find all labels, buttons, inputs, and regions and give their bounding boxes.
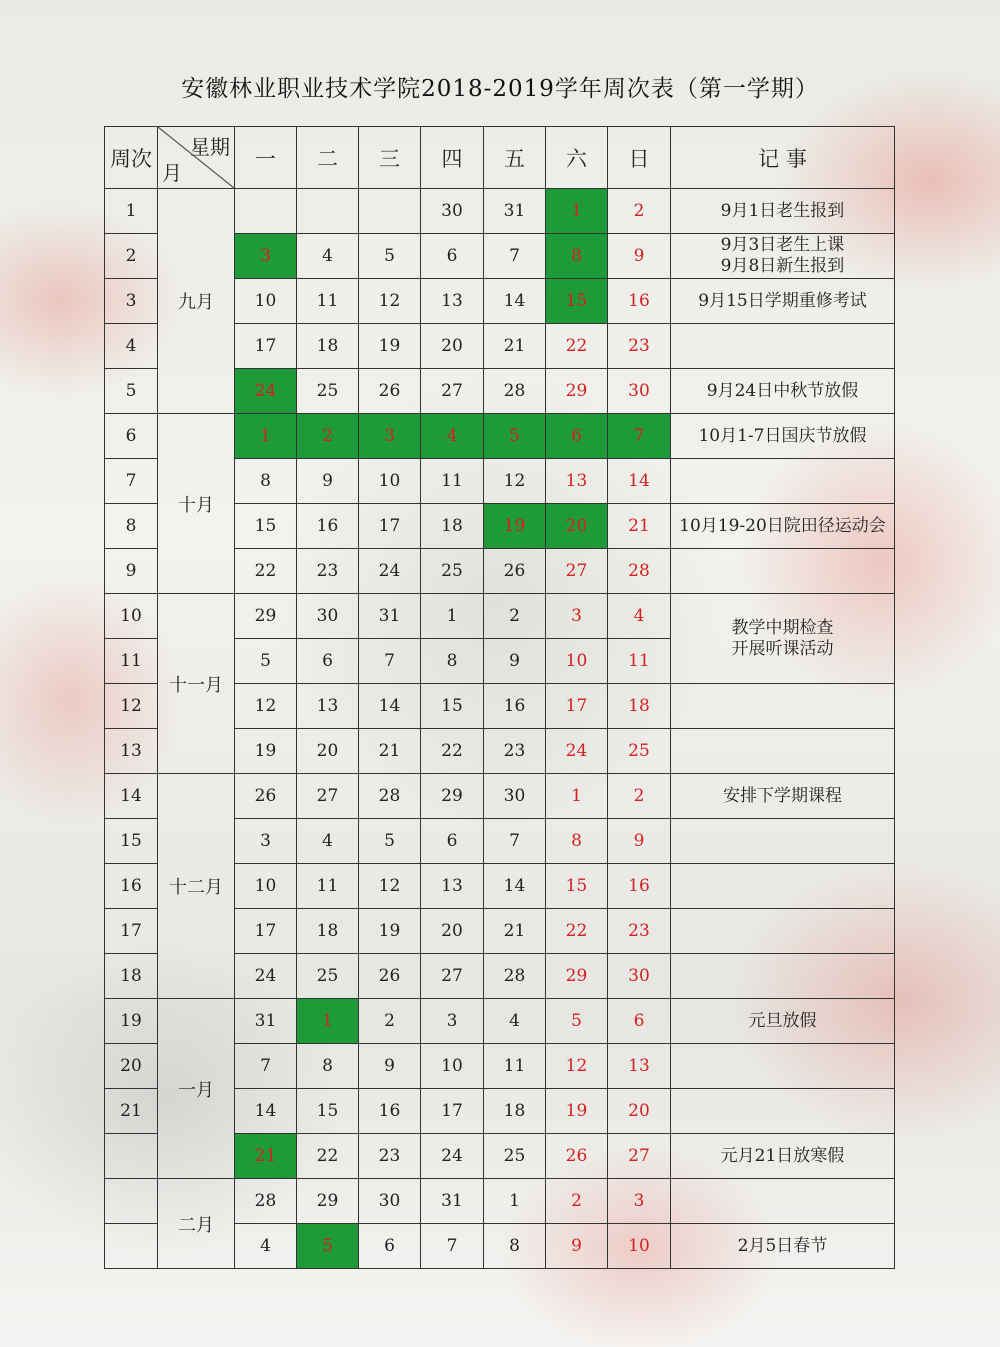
week-number: 7 — [105, 459, 158, 504]
day-cell-wed: 5 — [359, 819, 421, 864]
week-number: 6 — [105, 414, 158, 459]
note-cell — [671, 819, 895, 864]
day-cell-fri: 2 — [484, 594, 546, 639]
day-cell-sat: 26 — [546, 1134, 608, 1179]
week-number: 3 — [105, 279, 158, 324]
day-cell-mon: 12 — [235, 684, 297, 729]
day-cell-tue: 15 — [297, 1089, 359, 1134]
day-cell-tue: 2 — [297, 414, 359, 459]
header-day-mon: 一 — [235, 127, 297, 189]
day-cell-tue: 11 — [297, 864, 359, 909]
day-cell-sat: 22 — [546, 324, 608, 369]
day-cell-sat: 15 — [546, 279, 608, 324]
note-cell — [671, 729, 895, 774]
week-number: 20 — [105, 1044, 158, 1089]
page-title: 安徽林业职业技术学院2018-2019学年周次表（第一学期） — [181, 76, 819, 102]
day-cell-mon: 3 — [235, 819, 297, 864]
day-cell-fri: 18 — [484, 1089, 546, 1134]
week-calendar-table — [104, 126, 895, 1269]
day-cell-tue: 1 — [297, 999, 359, 1044]
day-cell-wed: 17 — [359, 504, 421, 549]
day-cell-fri: 26 — [484, 549, 546, 594]
header-row — [105, 127, 895, 189]
day-cell-sun: 10 — [608, 1224, 671, 1269]
day-cell-tue: 13 — [297, 684, 359, 729]
day-cell-mon: 24 — [235, 954, 297, 999]
week-number: 21 — [105, 1089, 158, 1134]
day-cell-mon: 21 — [235, 1134, 297, 1179]
day-cell-fri: 12 — [484, 459, 546, 504]
month-label: 十月 — [158, 414, 235, 594]
note-cell — [671, 324, 895, 369]
day-cell-fri: 21 — [484, 909, 546, 954]
header-notes: 记 事 — [671, 127, 895, 189]
day-cell-fri: 23 — [484, 729, 546, 774]
day-cell-sat: 22 — [546, 909, 608, 954]
day-cell-thu: 10 — [421, 1044, 484, 1089]
day-cell-thu: 20 — [421, 909, 484, 954]
day-cell-thu: 25 — [421, 549, 484, 594]
day-cell-fri: 21 — [484, 324, 546, 369]
day-cell-wed: 6 — [359, 1224, 421, 1269]
day-cell-wed: 19 — [359, 324, 421, 369]
week-number: 18 — [105, 954, 158, 999]
note-line: 元旦放假 — [748, 1010, 817, 1031]
day-cell-mon: 19 — [235, 729, 297, 774]
day-cell-thu: 6 — [421, 819, 484, 864]
note-line: 10月1-7日国庆节放假 — [698, 425, 867, 446]
day-cell-thu: 24 — [421, 1134, 484, 1179]
day-cell-thu: 4 — [421, 414, 484, 459]
day-cell-sun: 6 — [608, 999, 671, 1044]
day-cell-fri: 5 — [484, 414, 546, 459]
day-cell-wed: 19 — [359, 909, 421, 954]
day-cell-fri: 7 — [484, 234, 546, 279]
day-cell-tue: 6 — [297, 639, 359, 684]
day-cell-sun: 14 — [608, 459, 671, 504]
day-cell-sat: 20 — [546, 504, 608, 549]
day-cell-tue: 20 — [297, 729, 359, 774]
day-cell-fri: 30 — [484, 774, 546, 819]
week-number: 8 — [105, 504, 158, 549]
note-cell — [671, 369, 895, 414]
day-cell-mon: 8 — [235, 459, 297, 504]
day-cell-sun: 13 — [608, 1044, 671, 1089]
note-cell — [671, 1044, 895, 1089]
header-day-wed: 三 — [359, 127, 421, 189]
day-cell-mon: 24 — [235, 369, 297, 414]
day-cell-thu: 1 — [421, 594, 484, 639]
day-cell-wed: 7 — [359, 639, 421, 684]
day-cell-sat: 19 — [546, 1089, 608, 1134]
day-cell-sat: 8 — [546, 234, 608, 279]
day-cell-fri: 4 — [484, 999, 546, 1044]
week-number: 13 — [105, 729, 158, 774]
day-cell-wed: 21 — [359, 729, 421, 774]
day-cell-sun: 21 — [608, 504, 671, 549]
day-cell-tue: 18 — [297, 909, 359, 954]
note-line: 10月19-20日院田径运动会 — [679, 515, 886, 536]
day-cell-sat: 3 — [546, 594, 608, 639]
day-cell-tue: 23 — [297, 549, 359, 594]
day-cell-wed: 9 — [359, 1044, 421, 1089]
day-cell-tue: 16 — [297, 504, 359, 549]
day-cell-fri: 14 — [484, 864, 546, 909]
day-cell-wed: 14 — [359, 684, 421, 729]
day-cell-mon: 22 — [235, 549, 297, 594]
day-cell-sun: 18 — [608, 684, 671, 729]
day-cell-thu: 6 — [421, 234, 484, 279]
note-cell — [671, 189, 895, 234]
day-cell-mon: 7 — [235, 1044, 297, 1089]
day-cell-fri: 9 — [484, 639, 546, 684]
note-line: 9月8日新生报到 — [720, 256, 845, 276]
week-row — [105, 414, 895, 459]
note-line: 9月3日老生上课 — [720, 235, 845, 255]
day-cell-fri: 31 — [484, 189, 546, 234]
note-cell — [671, 279, 895, 324]
day-cell-sun: 9 — [608, 234, 671, 279]
day-cell-sat: 12 — [546, 1044, 608, 1089]
day-cell-tue: 25 — [297, 369, 359, 414]
note-line: 安排下学期课程 — [723, 785, 842, 806]
day-cell-wed: 12 — [359, 279, 421, 324]
day-cell-thu: 22 — [421, 729, 484, 774]
day-cell-fri: 8 — [484, 1224, 546, 1269]
note-cell — [671, 414, 895, 459]
note-cell — [671, 1134, 895, 1179]
day-cell-thu: 29 — [421, 774, 484, 819]
day-cell-tue: 18 — [297, 324, 359, 369]
note-line: 开展听课活动 — [731, 638, 834, 659]
day-cell-thu: 27 — [421, 369, 484, 414]
day-cell-wed: 2 — [359, 999, 421, 1044]
day-cell-sun: 2 — [608, 774, 671, 819]
day-cell-sun: 11 — [608, 639, 671, 684]
week-row — [105, 1179, 895, 1224]
note-cell — [671, 234, 895, 279]
day-cell-sun: 9 — [608, 819, 671, 864]
day-cell-wed: 12 — [359, 864, 421, 909]
note-cell — [671, 549, 895, 594]
day-cell-sun: 30 — [608, 954, 671, 999]
day-cell-fri: 14 — [484, 279, 546, 324]
week-number: 16 — [105, 864, 158, 909]
week-number: 9 — [105, 549, 158, 594]
note-line: 9月24日中秋节放假 — [706, 380, 859, 401]
day-cell-thu: 15 — [421, 684, 484, 729]
day-cell-fri: 1 — [484, 1179, 546, 1224]
header-day-fri: 五 — [484, 127, 546, 189]
day-cell-wed: 24 — [359, 549, 421, 594]
day-cell-tue: 8 — [297, 1044, 359, 1089]
day-cell-sun: 23 — [608, 324, 671, 369]
day-cell-wed: 26 — [359, 369, 421, 414]
day-cell-sat: 10 — [546, 639, 608, 684]
day-cell-sat: 13 — [546, 459, 608, 504]
week-number: 5 — [105, 369, 158, 414]
note-line: 元月21日放寒假 — [720, 1145, 845, 1166]
day-cell-mon: 29 — [235, 594, 297, 639]
day-cell-mon: 4 — [235, 1224, 297, 1269]
week-number — [105, 1134, 158, 1179]
day-cell-tue: 27 — [297, 774, 359, 819]
header-month: 月 — [162, 161, 182, 185]
day-cell-mon: 5 — [235, 639, 297, 684]
day-cell-wed: 10 — [359, 459, 421, 504]
day-cell-wed — [359, 189, 421, 234]
day-cell-wed: 16 — [359, 1089, 421, 1134]
day-cell-thu: 7 — [421, 1224, 484, 1269]
day-cell-sat: 1 — [546, 189, 608, 234]
day-cell-mon: 10 — [235, 864, 297, 909]
day-cell-thu: 11 — [421, 459, 484, 504]
week-number: 2 — [105, 234, 158, 279]
day-cell-mon: 28 — [235, 1179, 297, 1224]
day-cell-tue: 11 — [297, 279, 359, 324]
day-cell-mon: 15 — [235, 504, 297, 549]
day-cell-tue: 22 — [297, 1134, 359, 1179]
day-cell-tue: 4 — [297, 234, 359, 279]
week-number: 14 — [105, 774, 158, 819]
day-cell-tue: 30 — [297, 594, 359, 639]
note-line: 9月15日学期重修考试 — [698, 290, 867, 311]
week-number: 15 — [105, 819, 158, 864]
day-cell-sat: 27 — [546, 549, 608, 594]
day-cell-thu: 13 — [421, 279, 484, 324]
day-cell-wed: 26 — [359, 954, 421, 999]
week-number: 4 — [105, 324, 158, 369]
header-day-sun: 日 — [608, 127, 671, 189]
note-line: 2月5日春节 — [737, 1235, 828, 1256]
day-cell-thu: 17 — [421, 1089, 484, 1134]
day-cell-mon: 10 — [235, 279, 297, 324]
header-corner — [158, 127, 235, 189]
note-cell — [671, 594, 895, 684]
day-cell-tue: 25 — [297, 954, 359, 999]
header-day-thu: 四 — [421, 127, 484, 189]
day-cell-sat: 29 — [546, 954, 608, 999]
day-cell-mon: 3 — [235, 234, 297, 279]
week-number: 19 — [105, 999, 158, 1044]
day-cell-sat: 8 — [546, 819, 608, 864]
day-cell-sun: 3 — [608, 1179, 671, 1224]
day-cell-sun: 20 — [608, 1089, 671, 1134]
day-cell-sun: 4 — [608, 594, 671, 639]
note-cell — [671, 1089, 895, 1134]
day-cell-mon: 26 — [235, 774, 297, 819]
week-row — [105, 189, 895, 234]
day-cell-sun: 23 — [608, 909, 671, 954]
day-cell-sat: 9 — [546, 1224, 608, 1269]
day-cell-wed: 5 — [359, 234, 421, 279]
day-cell-fri: 11 — [484, 1044, 546, 1089]
day-cell-sun: 16 — [608, 864, 671, 909]
note-cell — [671, 774, 895, 819]
week-number: 10 — [105, 594, 158, 639]
week-row — [105, 774, 895, 819]
day-cell-fri: 28 — [484, 369, 546, 414]
note-cell — [671, 1179, 895, 1224]
note-cell — [671, 954, 895, 999]
day-cell-fri: 19 — [484, 504, 546, 549]
week-number — [105, 1224, 158, 1269]
day-cell-sat: 15 — [546, 864, 608, 909]
day-cell-wed: 28 — [359, 774, 421, 819]
note-cell — [671, 909, 895, 954]
day-cell-sun: 7 — [608, 414, 671, 459]
header-weekday: 星期 — [190, 135, 230, 159]
week-number: 17 — [105, 909, 158, 954]
day-cell-thu: 8 — [421, 639, 484, 684]
day-cell-fri: 25 — [484, 1134, 546, 1179]
day-cell-thu: 20 — [421, 324, 484, 369]
day-cell-sat: 17 — [546, 684, 608, 729]
header-week: 周次 — [105, 127, 158, 189]
day-cell-sat: 1 — [546, 774, 608, 819]
week-number: 1 — [105, 189, 158, 234]
note-line: 9月1日老生报到 — [720, 200, 845, 221]
month-label: 十一月 — [158, 594, 235, 774]
month-label: 九月 — [158, 189, 235, 414]
day-cell-tue — [297, 189, 359, 234]
day-cell-mon: 17 — [235, 324, 297, 369]
day-cell-wed: 30 — [359, 1179, 421, 1224]
day-cell-mon: 1 — [235, 414, 297, 459]
day-cell-fri: 7 — [484, 819, 546, 864]
header-day-tue: 二 — [297, 127, 359, 189]
day-cell-tue: 4 — [297, 819, 359, 864]
day-cell-wed: 23 — [359, 1134, 421, 1179]
day-cell-sat: 5 — [546, 999, 608, 1044]
day-cell-thu: 13 — [421, 864, 484, 909]
day-cell-mon: 17 — [235, 909, 297, 954]
day-cell-tue: 9 — [297, 459, 359, 504]
note-line: 教学中期检查 — [731, 617, 834, 638]
note-cell — [671, 504, 895, 549]
day-cell-thu: 3 — [421, 999, 484, 1044]
week-number: 11 — [105, 639, 158, 684]
week-row — [105, 999, 895, 1044]
note-cell — [671, 999, 895, 1044]
day-cell-tue: 29 — [297, 1179, 359, 1224]
day-cell-mon: 31 — [235, 999, 297, 1044]
day-cell-sun: 27 — [608, 1134, 671, 1179]
day-cell-fri: 28 — [484, 954, 546, 999]
day-cell-sun: 16 — [608, 279, 671, 324]
month-label: 十二月 — [158, 774, 235, 999]
day-cell-mon: 14 — [235, 1089, 297, 1134]
note-cell — [671, 1224, 895, 1269]
week-number — [105, 1179, 158, 1224]
day-cell-sun: 28 — [608, 549, 671, 594]
day-cell-sun: 25 — [608, 729, 671, 774]
header-day-sat: 六 — [546, 127, 608, 189]
month-label: 一月 — [158, 999, 235, 1179]
day-cell-sun: 2 — [608, 189, 671, 234]
day-cell-thu: 30 — [421, 189, 484, 234]
week-row — [105, 594, 895, 639]
day-cell-wed: 3 — [359, 414, 421, 459]
day-cell-mon — [235, 189, 297, 234]
note-cell — [671, 459, 895, 504]
note-cell — [671, 864, 895, 909]
day-cell-sat: 24 — [546, 729, 608, 774]
week-number: 12 — [105, 684, 158, 729]
day-cell-sat: 2 — [546, 1179, 608, 1224]
note-cell — [671, 684, 895, 729]
day-cell-tue: 5 — [297, 1224, 359, 1269]
day-cell-fri: 16 — [484, 684, 546, 729]
day-cell-thu: 27 — [421, 954, 484, 999]
day-cell-sun: 30 — [608, 369, 671, 414]
month-label: 二月 — [158, 1179, 235, 1269]
day-cell-sat: 6 — [546, 414, 608, 459]
day-cell-sat: 29 — [546, 369, 608, 414]
day-cell-wed: 31 — [359, 594, 421, 639]
day-cell-thu: 31 — [421, 1179, 484, 1224]
day-cell-thu: 18 — [421, 504, 484, 549]
